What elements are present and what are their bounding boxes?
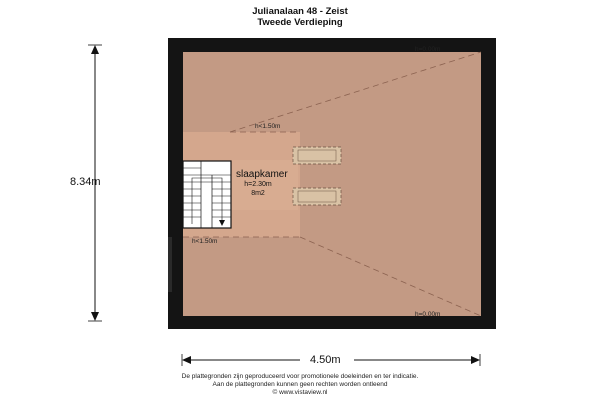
wall-opening [168, 237, 172, 292]
depth-dimension-label: 8.34m [70, 176, 101, 188]
room-name: slaapkamer [236, 169, 288, 180]
skylight-window [293, 147, 341, 164]
height-marker-bottom: h=0.00m [415, 311, 441, 318]
disclaimer-line-2: Aan de plattegronden kunnen geen rechten worden ontleend [212, 381, 388, 388]
width-dimension-label: 4.50m [310, 354, 341, 366]
copyright-line: © www.vistaview.nl [272, 389, 328, 396]
staircase [183, 161, 231, 228]
slope-marker-top: h<1.50m [255, 123, 281, 130]
disclaimer-line-1: De plattegronden zijn geproduceerd voor promotionele doeleinden en ter indicatie. [181, 373, 419, 380]
room-height: h=2.30m [244, 181, 272, 188]
slope-marker-bottom: h<1.50m [192, 238, 218, 245]
plan-floor-title: Tweede Verdieping [257, 17, 343, 28]
plan-title: Julianalaan 48 - Zeist [252, 6, 348, 17]
room-area: 8m2 [251, 190, 265, 197]
height-marker-top: h=0.00m [415, 46, 441, 53]
skylight-window [293, 188, 341, 205]
